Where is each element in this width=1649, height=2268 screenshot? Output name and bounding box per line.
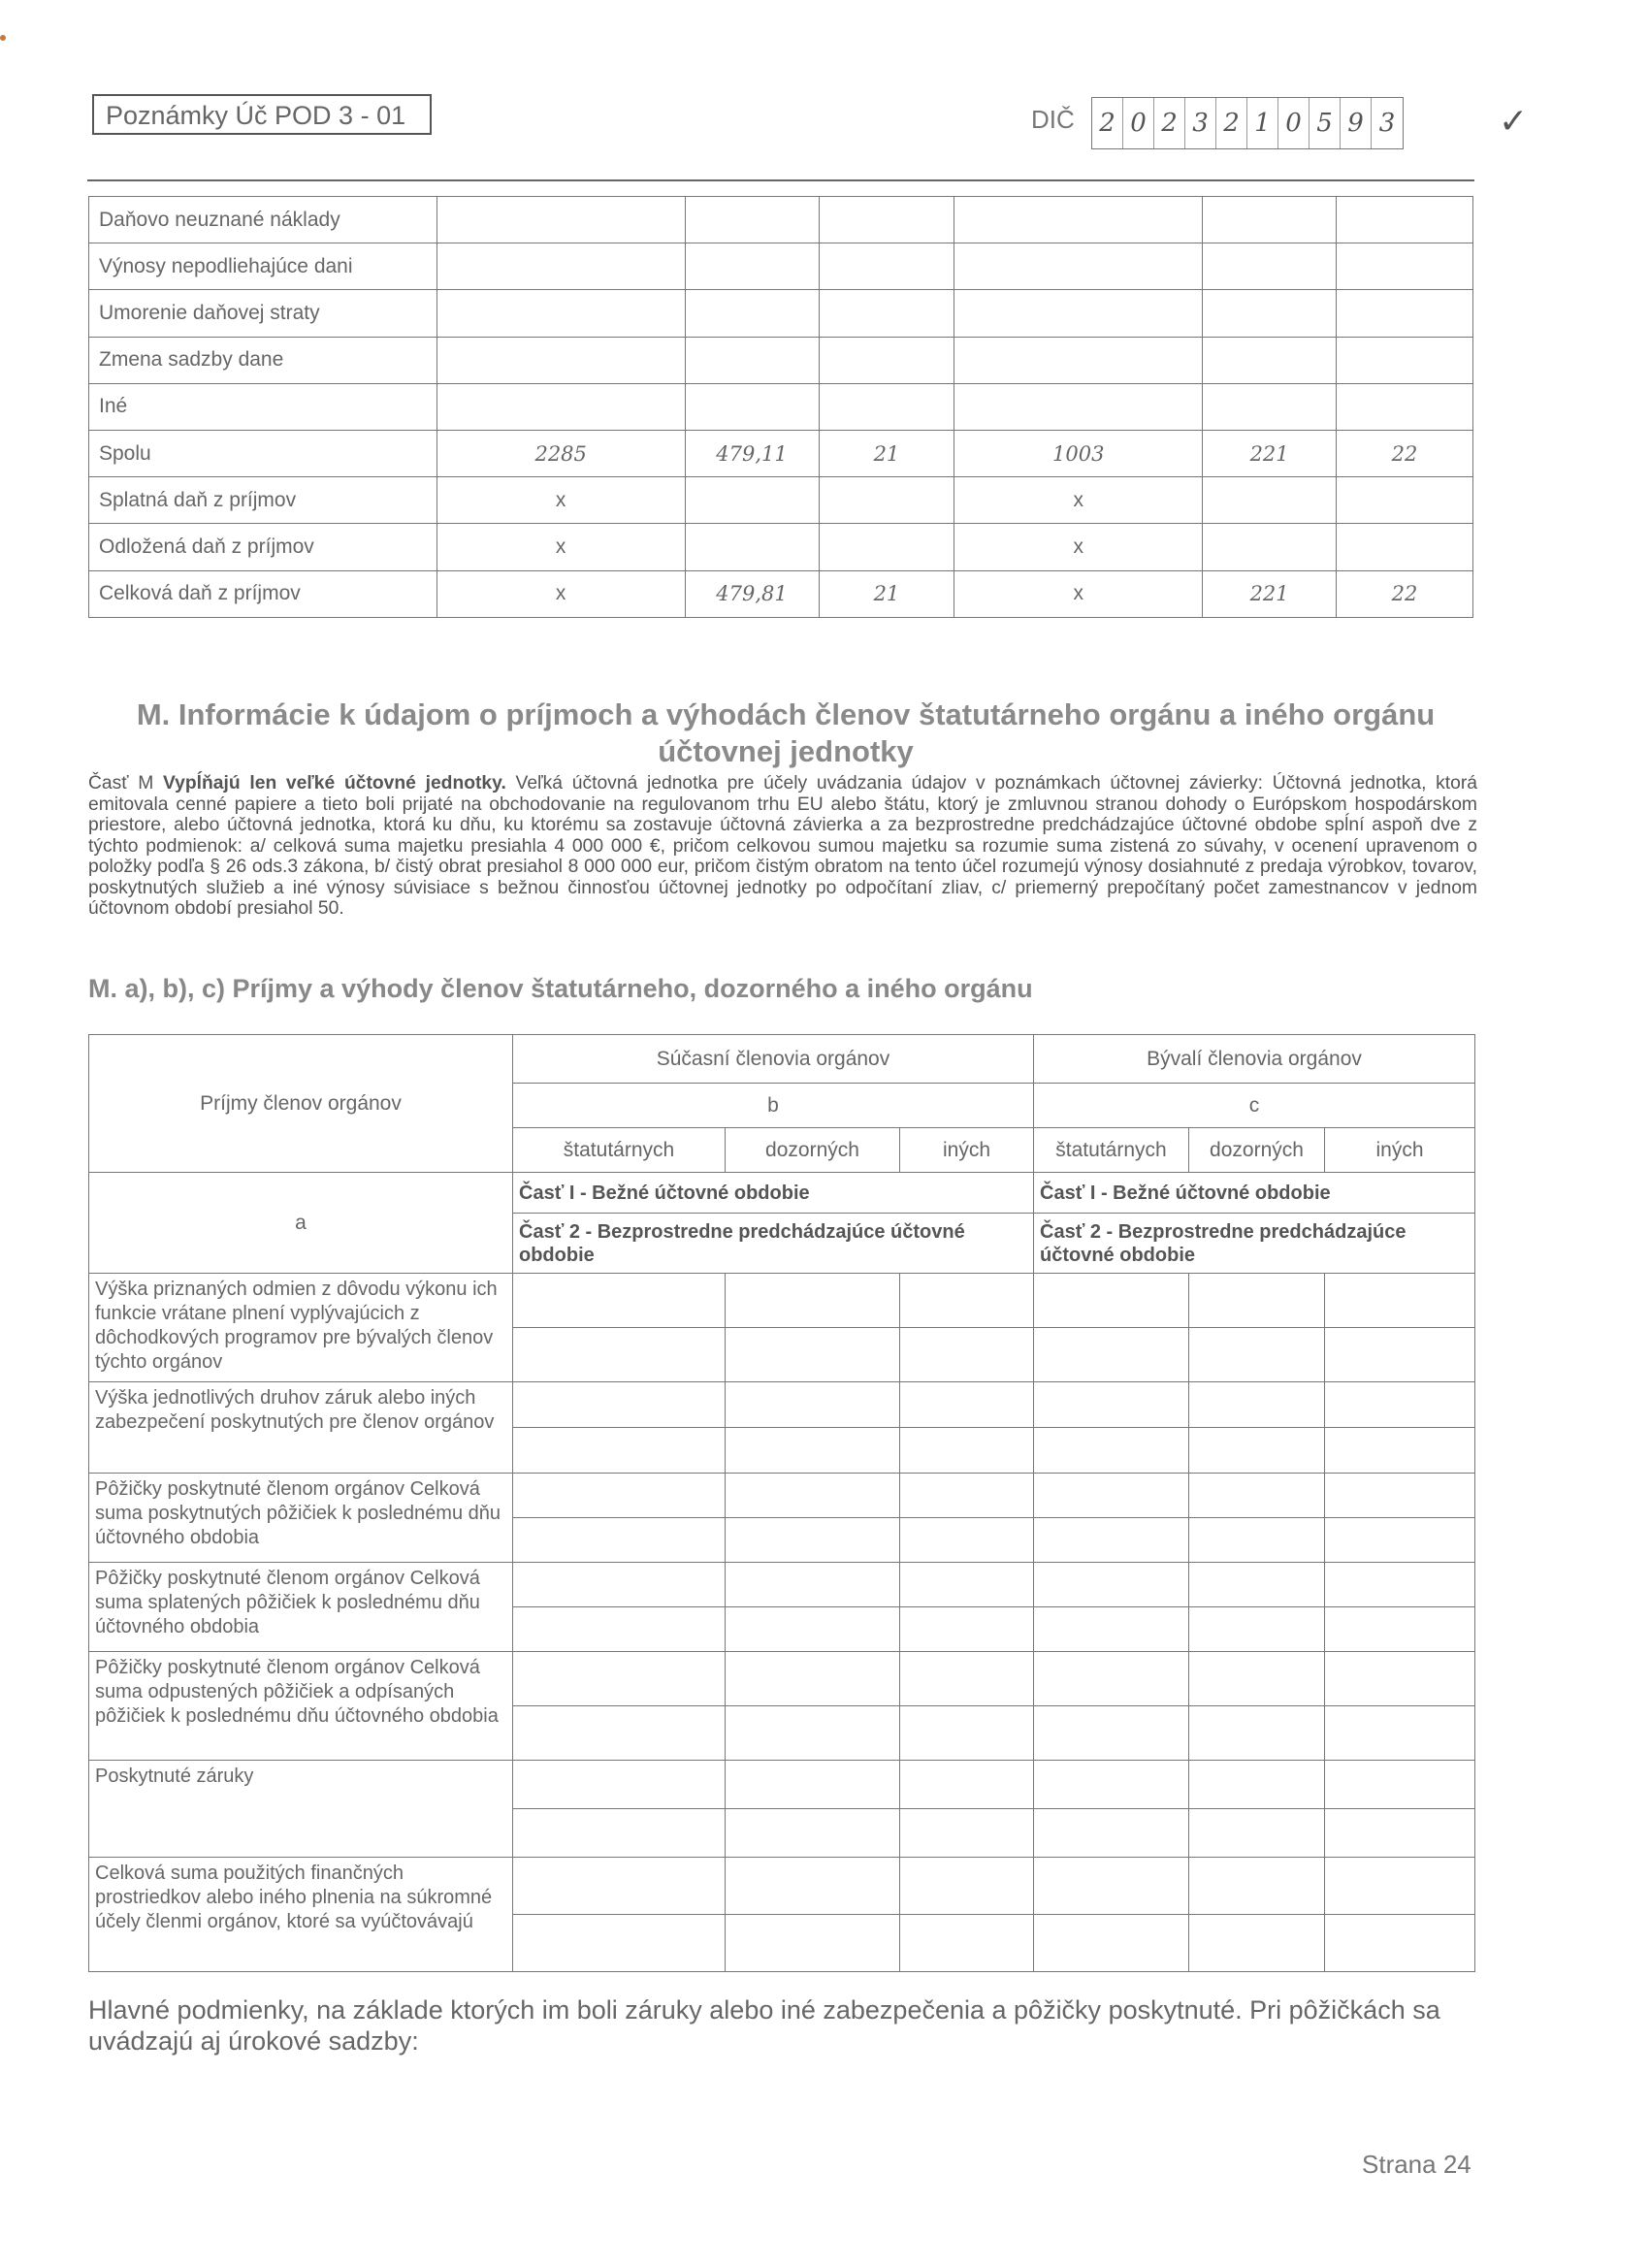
sub-header: štatutárnych: [1034, 1128, 1189, 1173]
members-cell[interactable]: [726, 1858, 900, 1915]
tax-cell[interactable]: 21: [819, 570, 954, 617]
members-row: [89, 1274, 1475, 1328]
members-cell[interactable]: [726, 1428, 900, 1474]
dic-digit: 2: [1092, 98, 1123, 148]
members-cell[interactable]: [726, 1761, 900, 1809]
tax-cell[interactable]: [685, 197, 819, 243]
tax-cell[interactable]: [1337, 243, 1473, 290]
dic-label: DIČ: [1031, 105, 1075, 134]
dic-digit: 2: [1216, 98, 1247, 148]
tax-cell[interactable]: [819, 290, 954, 337]
period-current: Časť I - Bežné účtovné obdobie: [1034, 1173, 1475, 1214]
members-row: [89, 1563, 1475, 1607]
tax-row-label: Daňovo neuznané náklady: [89, 197, 437, 243]
members-cell[interactable]: [513, 1518, 726, 1563]
members-cell[interactable]: [1189, 1915, 1325, 1972]
tax-cell[interactable]: [1203, 337, 1337, 383]
members-cell[interactable]: [900, 1915, 1034, 1972]
members-cell[interactable]: [1034, 1274, 1189, 1328]
members-row-label: Výška jednotlivých druhov záruk alebo iných zabezpečení poskytnutých pre členov orgánov: [89, 1382, 513, 1474]
members-cell[interactable]: [726, 1915, 900, 1972]
members-cell[interactable]: [726, 1382, 900, 1428]
members-cell[interactable]: [1325, 1274, 1475, 1328]
dic-digit: 0: [1278, 98, 1310, 148]
members-cell[interactable]: [1325, 1607, 1475, 1652]
tax-cell[interactable]: x: [954, 570, 1203, 617]
sub-header: dozorných: [726, 1128, 900, 1173]
dic-digit: 1: [1247, 98, 1278, 148]
members-cell[interactable]: [1325, 1382, 1475, 1428]
period-previous: Časť 2 - Bezprostredne predchádzajúce účtovné obdobie: [513, 1214, 1034, 1274]
members-cell[interactable]: [1325, 1518, 1475, 1563]
tax-cell[interactable]: [954, 383, 1203, 430]
period-current: Časť I - Bežné účtovné obdobie: [513, 1173, 1034, 1214]
members-cell[interactable]: [1034, 1809, 1189, 1858]
members-cell[interactable]: [1189, 1274, 1325, 1328]
tax-row: [89, 243, 1473, 290]
members-cell[interactable]: [1189, 1518, 1325, 1563]
members-cell[interactable]: [1189, 1652, 1325, 1706]
members-row-label: Pôžičky poskytnuté členom orgánov Celková suma splatených pôžičiek k poslednému dňu účtovného obdobia: [89, 1563, 513, 1652]
members-cell[interactable]: [1325, 1474, 1475, 1518]
members-cell[interactable]: [1189, 1761, 1325, 1809]
tax-cell[interactable]: [819, 243, 954, 290]
tax-cell[interactable]: [1337, 477, 1473, 524]
section-m-title: M. Informácie k údajom o príjmoch a výhodách členov štatutárneho orgánu a iného orgánu účtovnej jednotky: [136, 697, 1436, 768]
tax-cell[interactable]: [819, 197, 954, 243]
tax-cell[interactable]: x: [436, 477, 685, 524]
members-cell[interactable]: [900, 1474, 1034, 1518]
members-cell[interactable]: [1325, 1563, 1475, 1607]
members-cell[interactable]: [513, 1428, 726, 1474]
members-cell[interactable]: [1034, 1328, 1189, 1382]
members-cell[interactable]: [900, 1706, 1034, 1761]
tax-row-label: Umorenie daňovej straty: [89, 290, 437, 337]
tax-row-label: Spolu: [89, 430, 437, 476]
members-cell[interactable]: [513, 1706, 726, 1761]
members-cell[interactable]: [1325, 1761, 1475, 1809]
dic-field[interactable]: [1091, 97, 1404, 149]
tax-cell[interactable]: [436, 290, 685, 337]
tax-row: [89, 477, 1473, 524]
members-cell[interactable]: [1034, 1474, 1189, 1518]
members-cell[interactable]: [513, 1328, 726, 1382]
tax-cell[interactable]: [685, 524, 819, 570]
tax-cell[interactable]: [685, 290, 819, 337]
tax-row: [89, 197, 1473, 243]
members-cell[interactable]: [513, 1607, 726, 1652]
dic-digit: 3: [1378, 109, 1396, 138]
members-cell[interactable]: [726, 1474, 900, 1518]
members-cell[interactable]: [900, 1518, 1034, 1563]
tax-cell[interactable]: [685, 337, 819, 383]
members-cell[interactable]: [726, 1809, 900, 1858]
members-cell[interactable]: [726, 1563, 900, 1607]
tax-row-label: Odložená daň z príjmov: [89, 524, 437, 570]
tax-row: [89, 383, 1473, 430]
tax-cell[interactable]: [436, 383, 685, 430]
tax-row-label: Zmena sadzby dane: [89, 337, 437, 383]
members-row-label: Pôžičky poskytnuté členom orgánov Celková suma poskytnutých pôžičiek k poslednému dňu účtovného obdobia: [89, 1474, 513, 1563]
dic-digit: 5: [1310, 98, 1341, 148]
dic-digit: 9: [1341, 98, 1372, 148]
members-cell[interactable]: [513, 1474, 726, 1518]
members-cell[interactable]: [900, 1382, 1034, 1428]
tax-cell[interactable]: [685, 243, 819, 290]
members-row-label: Výška priznaných odmien z dôvodu výkonu ich funkcie vrátane plnení vyplývajúcich z dôchodkových programov pre bývalých členov týchto orgánov: [89, 1274, 513, 1382]
members-table: [88, 1034, 1475, 1972]
members-cell[interactable]: [513, 1652, 726, 1706]
members-cell[interactable]: [513, 1761, 726, 1809]
members-row: [89, 1858, 1475, 1915]
members-cell[interactable]: [1189, 1706, 1325, 1761]
tax-cell[interactable]: 221: [1203, 570, 1337, 617]
tax-cell[interactable]: [436, 197, 685, 243]
intro-lead: Časť M: [88, 773, 164, 794]
members-cell[interactable]: [726, 1328, 900, 1382]
divider: [87, 179, 1474, 181]
members-cell[interactable]: [1034, 1518, 1189, 1563]
form-label: Poznámky Úč POD 3 - 01: [92, 94, 432, 135]
members-row: [89, 1474, 1475, 1518]
sub-header: iných: [1325, 1128, 1475, 1173]
tax-cell[interactable]: [1337, 524, 1473, 570]
members-cell[interactable]: [900, 1563, 1034, 1607]
checkmark-icon: ✓: [1499, 101, 1529, 141]
tax-cell[interactable]: [1337, 337, 1473, 383]
tax-row-label: Výnosy nepodliehajúce dani: [89, 243, 437, 290]
tax-cell[interactable]: [436, 243, 685, 290]
scan-mark: [0, 35, 6, 41]
members-cell[interactable]: [1034, 1382, 1189, 1428]
corner-label: Príjmy členov orgánov: [89, 1035, 513, 1173]
tax-cell[interactable]: 22: [1337, 570, 1473, 617]
section-m-intro: [88, 773, 1477, 920]
members-cell[interactable]: [1189, 1428, 1325, 1474]
tax-cell[interactable]: [1337, 290, 1473, 337]
tax-cell[interactable]: [1203, 524, 1337, 570]
members-row: [89, 1652, 1475, 1706]
tax-cell[interactable]: [685, 383, 819, 430]
dic-digit: 0: [1123, 98, 1154, 148]
members-cell[interactable]: [726, 1706, 900, 1761]
members-cell[interactable]: [900, 1328, 1034, 1382]
members-row-label: Celková suma použitých finančných prostriedkov alebo iného plnenia na súkromné účely členmi orgánov, ktoré sa vyúčtovávajú: [89, 1858, 513, 1972]
tax-cell[interactable]: 221: [1203, 430, 1337, 476]
tax-row: [89, 570, 1473, 617]
col-b-label: b: [513, 1084, 1034, 1128]
members-cell[interactable]: [1034, 1761, 1189, 1809]
members-cell[interactable]: [1034, 1706, 1189, 1761]
members-cell[interactable]: [900, 1858, 1034, 1915]
members-cell[interactable]: [1189, 1382, 1325, 1428]
section-m-subtitle: M. a), b), c) Príjmy a výhody členov štatutárneho, dozorného a iného orgánu: [88, 974, 1033, 1003]
col-a-label: a: [89, 1173, 513, 1274]
tax-cell[interactable]: [1203, 197, 1337, 243]
sub-header: iných: [900, 1128, 1034, 1173]
dic-digit: 2: [1154, 98, 1185, 148]
tax-cell[interactable]: [1203, 290, 1337, 337]
tax-row: [89, 290, 1473, 337]
members-cell[interactable]: [513, 1563, 726, 1607]
intro-bold: Vypĺňajú len veľké účtovné jednotky.: [163, 773, 506, 794]
members-cell[interactable]: [900, 1809, 1034, 1858]
col-c-label: c: [1034, 1084, 1475, 1128]
tax-cell[interactable]: 479,81: [685, 570, 819, 617]
members-row: [89, 1382, 1475, 1428]
tax-cell[interactable]: [436, 337, 685, 383]
members-cell[interactable]: [1325, 1328, 1475, 1382]
members-cell[interactable]: [1034, 1563, 1189, 1607]
members-cell[interactable]: [1034, 1915, 1189, 1972]
members-cell[interactable]: [1325, 1809, 1475, 1858]
members-cell[interactable]: [1325, 1858, 1475, 1915]
members-cell[interactable]: [1189, 1809, 1325, 1858]
members-cell[interactable]: [1034, 1607, 1189, 1652]
members-cell[interactable]: [726, 1652, 900, 1706]
tax-cell[interactable]: x: [436, 524, 685, 570]
tax-cell[interactable]: x: [436, 570, 685, 617]
tax-row: [89, 524, 1473, 570]
members-cell[interactable]: [726, 1274, 900, 1328]
tax-cell[interactable]: [819, 337, 954, 383]
members-cell[interactable]: [513, 1274, 726, 1328]
former-members-header: Bývalí členovia orgánov: [1034, 1035, 1475, 1084]
sub-header: dozorných: [1189, 1128, 1325, 1173]
members-cell[interactable]: [513, 1858, 726, 1915]
members-cell[interactable]: [1189, 1858, 1325, 1915]
tax-cell[interactable]: 2285: [436, 430, 685, 476]
members-cell[interactable]: [1325, 1706, 1475, 1761]
tax-cell[interactable]: [954, 197, 1203, 243]
members-row-label: Pôžičky poskytnuté členom orgánov Celková suma odpustených pôžičiek a odpísaných pôžičiek k poslednému dňu účtovného obdobia: [89, 1652, 513, 1761]
tax-row: [89, 337, 1473, 383]
tax-cell[interactable]: [1203, 243, 1337, 290]
tax-cell[interactable]: [685, 477, 819, 524]
tax-cell[interactable]: [819, 524, 954, 570]
tax-cell[interactable]: 479,11: [685, 430, 819, 476]
dic-digit: 3: [1185, 98, 1216, 148]
members-row: [89, 1761, 1475, 1809]
members-cell[interactable]: [1034, 1858, 1189, 1915]
sub-header: štatutárnych: [513, 1128, 726, 1173]
page-number: Strana 24: [1362, 2150, 1471, 2179]
intro-rest: Veľká účtovná jednotka pre účely uvádzania údajov v poznámkach účtovnej závierky: Účtovná jednotka, ktorá emitovala cenné papiere a tieto boli prijaté na obchodovanie na regulovanom trhu EU alebo štátu, ktorý je zmluvnou stranou dohody o Európskom hospodárskom priestore, alebo účtovná jednotka, ktorá ku dňu, ku ktorému sa zostavuje účtovná závierka a za bezprostredne predchádzajúce účtovné obdobe spĺní aspoň dve z týchto podmienok: a/ celková suma majetku presiahla 4 000 000 €, pričom celkovou sumou majetku sa rozumie suma zistená zo súvahy, v ocenení upravenom o položky podľa § 26 ods.3 zákona, b/ čistý obrat presiahol 8 000 000 eur, pričom čistým obratom na tento účel rozumejú výnosy dosiahnuté z predaja výrobkov, tovarov, poskytnutých služieb a iné výnosy súvisiace s bežnou činnosťou účtovnej jednotky po odpočítaní zliav, c/ priemerný prepočítaný počet zamestnancov v jednom účtovnom období presiahol 50.: [88, 773, 1478, 919]
tax-cell[interactable]: [1337, 383, 1473, 430]
tax-row-label: Splatná daň z príjmov: [89, 477, 437, 524]
members-cell[interactable]: [1325, 1652, 1475, 1706]
tax-cell[interactable]: x: [954, 477, 1203, 524]
tax-cell[interactable]: [819, 383, 954, 430]
tax-cell[interactable]: 22: [1337, 430, 1473, 476]
members-cell[interactable]: [900, 1607, 1034, 1652]
members-cell[interactable]: [513, 1809, 726, 1858]
members-cell[interactable]: [1189, 1328, 1325, 1382]
members-cell[interactable]: [900, 1652, 1034, 1706]
tax-cell[interactable]: [954, 337, 1203, 383]
members-cell[interactable]: [1189, 1563, 1325, 1607]
current-members-header: Súčasní členovia orgánov: [513, 1035, 1034, 1084]
members-cell[interactable]: [900, 1761, 1034, 1809]
tax-cell[interactable]: [954, 243, 1203, 290]
conditions-text: Hlavné podmienky, na základe ktorých im boli záruky alebo iné zabezpečenia a pôžičky poskytnuté. Pri pôžičkách sa uvádzajú aj úrokové sadzby:: [88, 1995, 1440, 2056]
tax-cell[interactable]: x: [954, 524, 1203, 570]
members-cell[interactable]: [1189, 1607, 1325, 1652]
members-row-label: Poskytnuté záruky: [89, 1761, 513, 1858]
members-cell[interactable]: [513, 1915, 726, 1972]
members-cell[interactable]: [1325, 1915, 1475, 1972]
tax-table: [88, 196, 1473, 618]
tax-cell[interactable]: [819, 477, 954, 524]
tax-row: [89, 430, 1473, 476]
members-cell[interactable]: [1034, 1428, 1189, 1474]
tax-cell[interactable]: [954, 290, 1203, 337]
members-cell[interactable]: [726, 1518, 900, 1563]
members-cell[interactable]: [1189, 1474, 1325, 1518]
tax-row-label: Iné: [89, 383, 437, 430]
members-cell[interactable]: [726, 1607, 900, 1652]
tax-cell[interactable]: 1003: [954, 430, 1203, 476]
tax-cell[interactable]: [1203, 383, 1337, 430]
members-cell[interactable]: [1325, 1428, 1475, 1474]
members-cell[interactable]: [513, 1382, 726, 1428]
members-cell[interactable]: [900, 1428, 1034, 1474]
members-cell[interactable]: [1034, 1652, 1189, 1706]
period-previous: Časť 2 - Bezprostredne predchádzajúce účtovné obdobie: [1034, 1214, 1475, 1274]
tax-cell[interactable]: [1203, 477, 1337, 524]
tax-cell[interactable]: 21: [819, 430, 954, 476]
tax-cell[interactable]: [1337, 197, 1473, 243]
tax-row-label: Celková daň z príjmov: [89, 570, 437, 617]
members-cell[interactable]: [900, 1274, 1034, 1328]
